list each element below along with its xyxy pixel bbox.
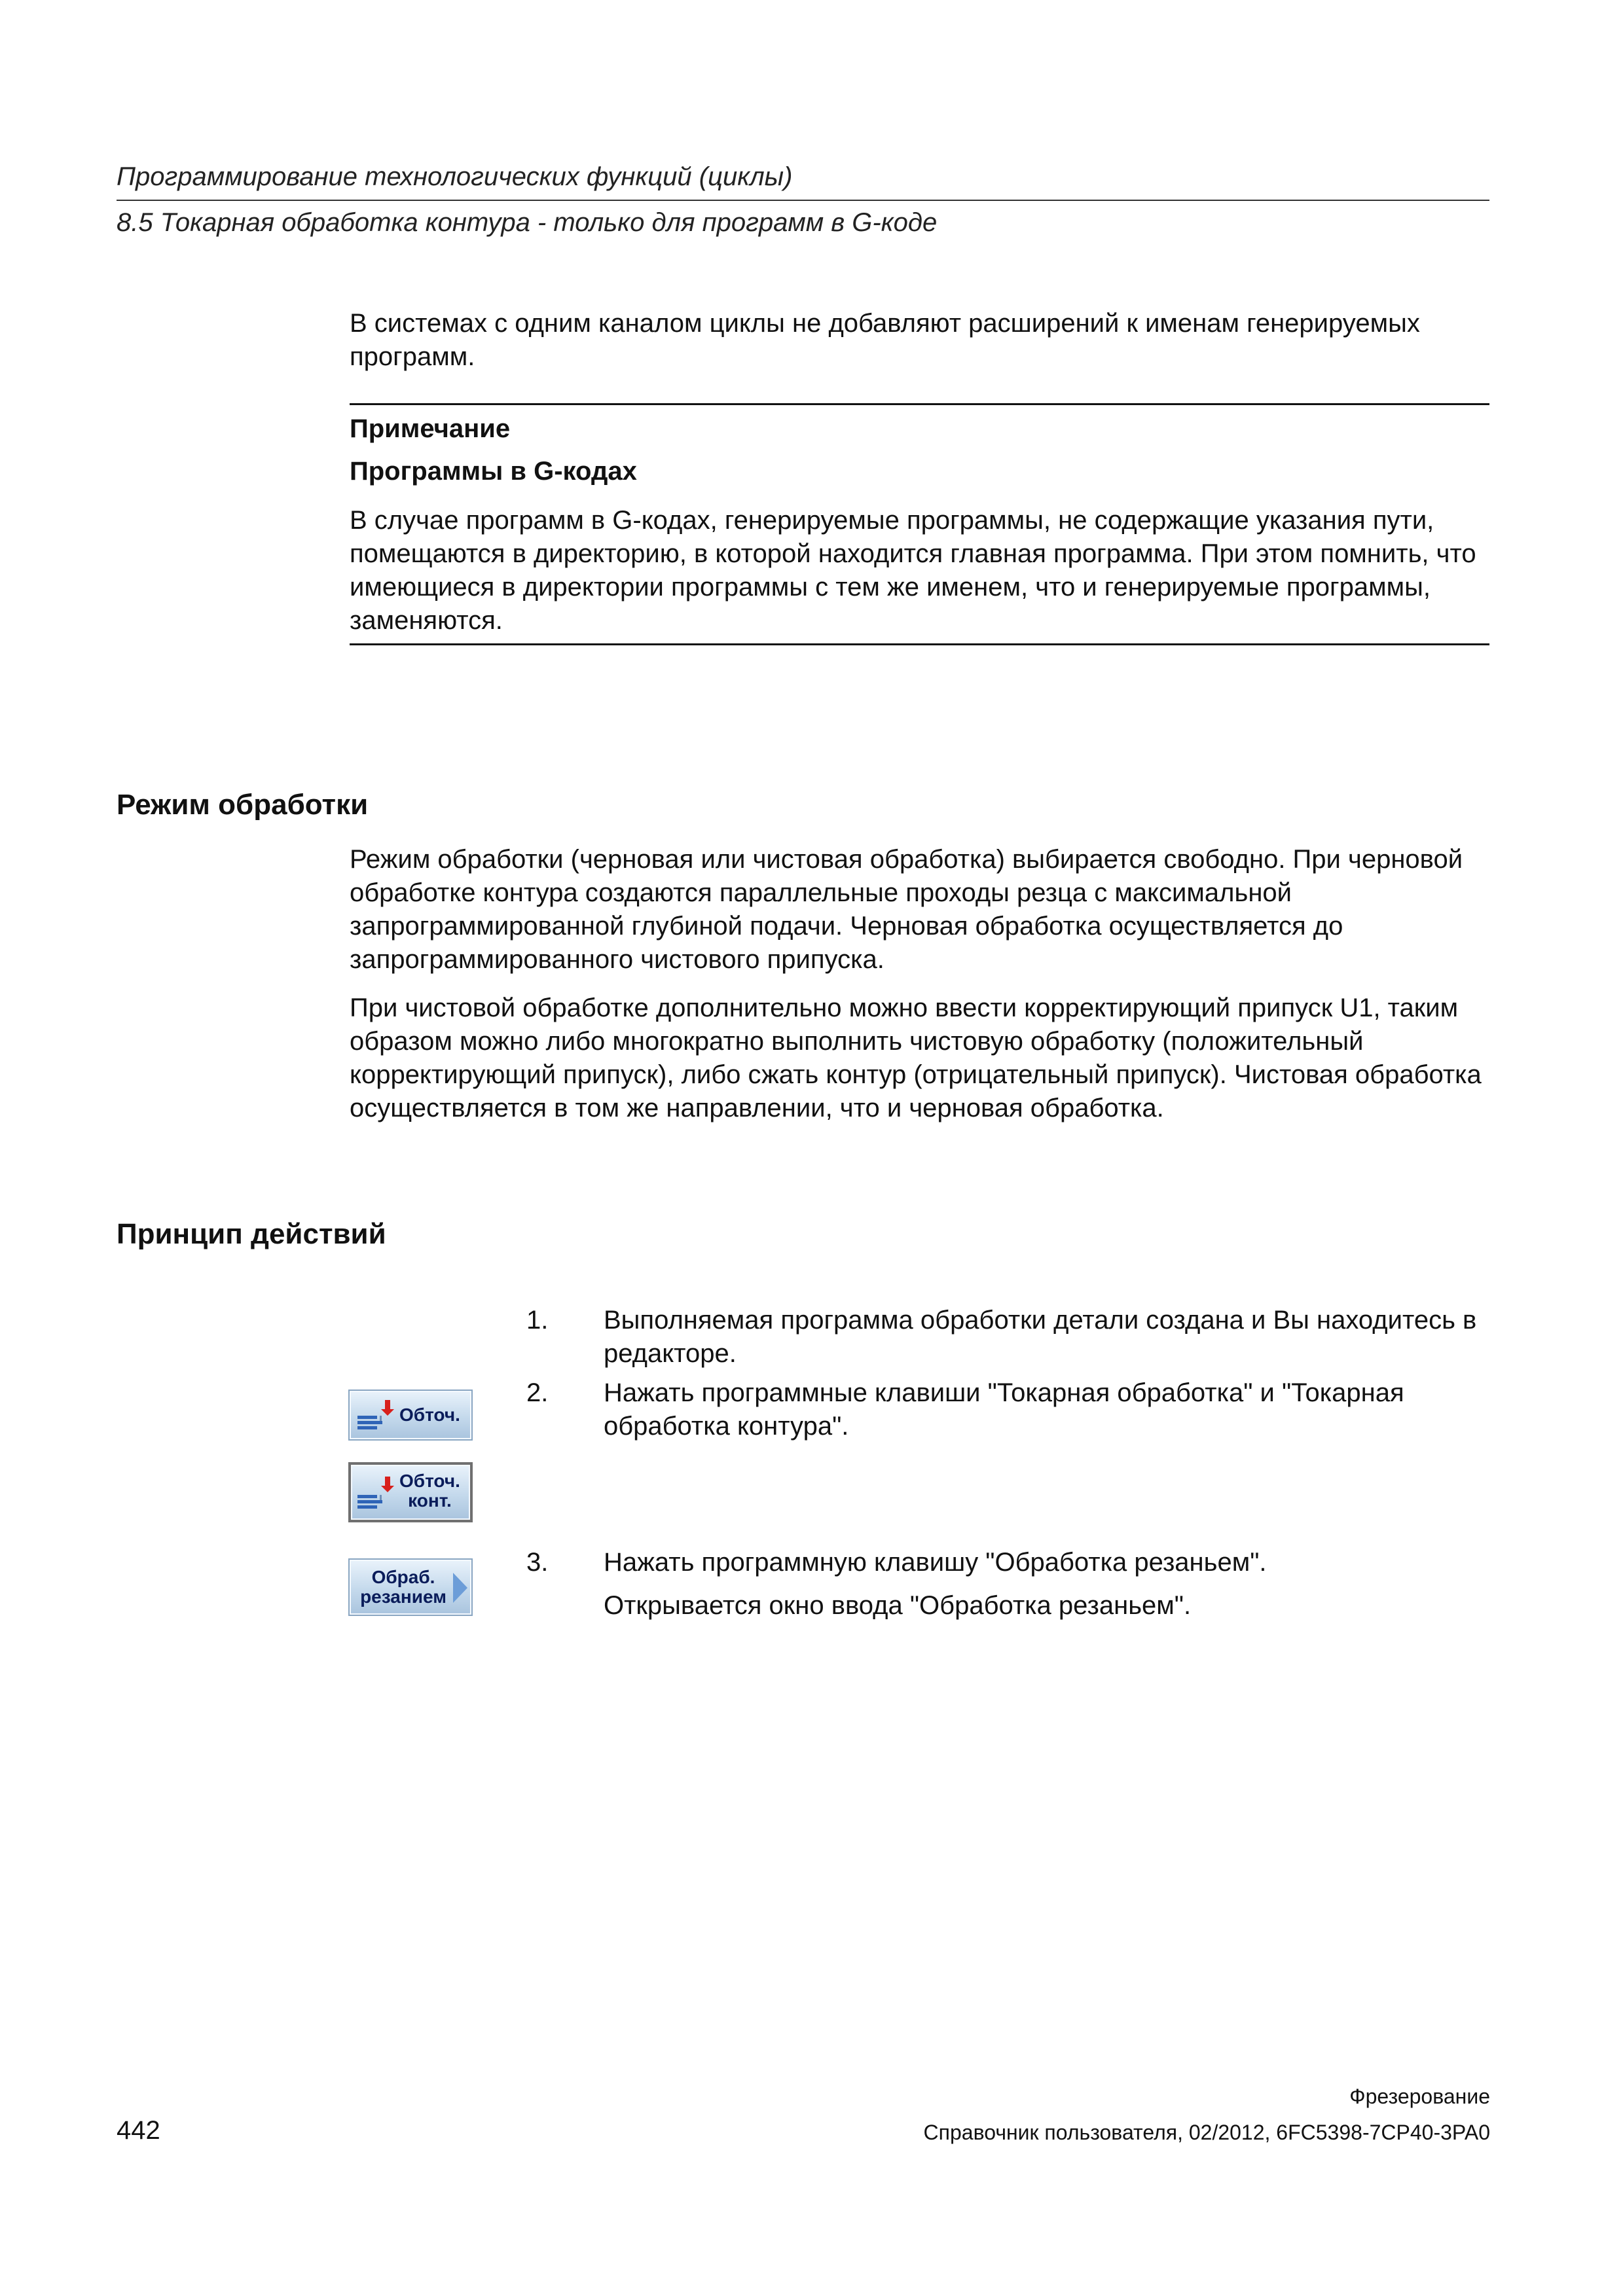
footer-reference: Справочник пользователя, 02/2012, 6FC5398-7CP40-3PA0 [923,2121,1490,2144]
machining-mode-paragraph-1: Режим обработки (черновая или чистовая обработка) выбирается свободно. При черновой обработке контура создаются параллельные проходы резца с максимальной запрограммированной глубиной подачи. Черновая обработка осуществляется до запрограммированного чистового припуска. [350,845,1463,974]
page-number: 442 [117,2116,160,2145]
step-3-text: Нажать программную клавишу "Обработка резаньем". [604,1548,1267,1577]
stock-removal-label-line-1: Обраб. [371,1567,435,1587]
stock-removal-softkey[interactable] [348,1558,473,1616]
note-body: В случае программ в G-кодах, генерируемые программы, не содержащие указания пути, помещаются в директорию, в которой находится главная программа. При этом помнить, что имеющиеся в директории программы с тем же именем, что и генерируемые программы, заменяются. [350,506,1476,635]
contour-turning-softkey[interactable] [348,1462,473,1522]
step-1-number: 1. [526,1306,549,1335]
stock-removal-softkey-label [357,1568,449,1607]
note-title: Примечание [350,414,511,443]
turning-softkey[interactable] [348,1390,473,1441]
chapter-title: Программирование технологических функций (циклы) [117,162,793,191]
turning-tool-icon [355,1473,398,1515]
note-top-rule [350,403,1489,405]
contour-turning-softkey-label [399,1471,460,1511]
footer-book-title: Фрезерование [1349,2085,1490,2108]
intro-paragraph: В системах с одним каналом циклы не добавляют расширений к именам генерируемых программ. [350,309,1420,371]
principle-heading: Принцип действий [117,1218,386,1250]
stock-removal-label-line-2: резанием [360,1587,447,1607]
step-1-text: Выполняемая программа обработки детали создана и Вы находитесь в редакторе. [604,1306,1477,1368]
note-subtitle: Программы в G-кодах [350,457,637,486]
turning-tool-icon [355,1397,398,1434]
step-2-number: 2. [526,1378,549,1407]
turning-softkey-label: Обточ. [399,1405,460,1425]
arrow-right-icon [452,1571,469,1604]
step-3-number: 3. [526,1548,549,1577]
header-divider [117,200,1489,201]
machining-mode-paragraph-2: При чистовой обработке дополнительно можно ввести корректирующий припуск U1, таким образом можно либо многократно выполнить чистовую обработку (положительный корректирующий припуск), либо сжать контур (отрицательный припуск). Чистовая обработка осуществляется в том же направлении, что и черновая обработка. [350,994,1482,1122]
contour-turning-label-line-2: конт. [408,1490,452,1511]
contour-turning-label-line-1: Обточ. [399,1471,460,1491]
step-2-text: Нажать программные клавиши "Токарная обработка" и "Токарная обработка контура". [604,1378,1404,1441]
section-title: 8.5 Токарная обработка контура - только для программ в G-коде [117,208,938,237]
machining-mode-heading: Режим обработки [117,789,369,821]
note-bottom-rule [350,643,1489,645]
step-3-result: Открывается окно ввода "Обработка резаньем". [604,1591,1192,1620]
